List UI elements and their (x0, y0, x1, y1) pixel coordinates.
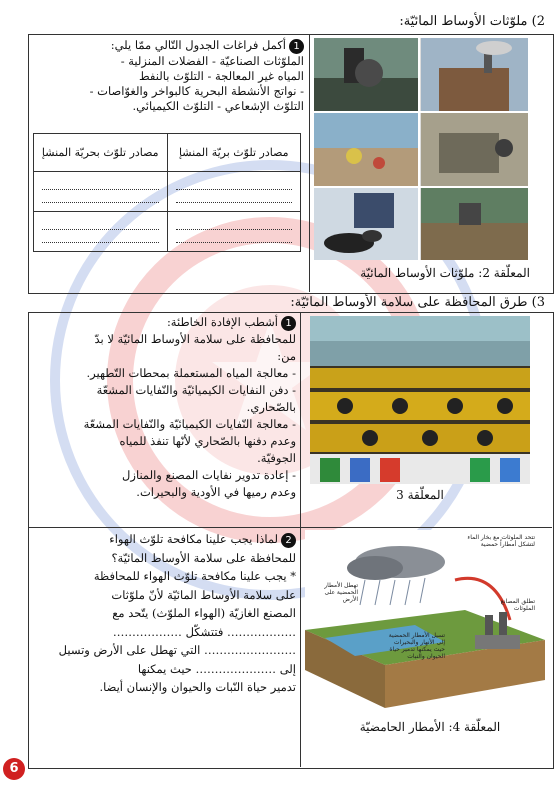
table-header-marine: مصادر تلوّث بحريّة المنشإ (34, 134, 168, 172)
exercise1-title: أشطب الإفادة الخاطئة: (166, 315, 278, 329)
diagram-label-clouds: تتحد الملوثات مع بخار الماء لتشكل أمطاراً حمضية (467, 534, 535, 548)
sources-table (33, 133, 301, 252)
acid-rain-diagram (305, 530, 545, 708)
fill-blank-line[interactable]: إلى ………………… حيث يمكنها (137, 661, 296, 676)
statement-line[interactable]: بالصّحاري. (246, 400, 296, 414)
statement-line[interactable]: وعدم رميها في الأودية والبحيرات. (136, 485, 296, 499)
answer-line: المصنع الغازيّة (الهواء الملوّث) يتّحد مع (112, 606, 296, 620)
statement-line[interactable]: الجوفيّة. (257, 451, 296, 465)
option-line: الملوّثات الصناعيّة - الفضلات المنزلية - (120, 53, 304, 68)
fill-blank-line[interactable]: ……………… فتتشكّل ……………… (112, 624, 296, 639)
diagram-label-factory: تطلق المصانع الملوثات (500, 598, 535, 612)
answer-cell[interactable] (34, 172, 168, 212)
radioactive-barrels-image (310, 316, 530, 484)
pollution-collage-image (314, 38, 528, 260)
diagram-label-runoff: تسيل الأمطار الحمضية إلى الأنهار والبحيرات حيث يمكنها تدمير حياة الحيوان والنبات (388, 632, 445, 660)
question-line: للمحافظة على سلامة الأوساط المائيّة؟ (111, 550, 296, 565)
figure4-caption: المعلّقة 4: الأمطار الحامضيّة (359, 720, 501, 734)
page-number-badge: 6 (3, 758, 25, 780)
statement-line[interactable]: - معالجة النّفايات الكيميائيّة والنّفايات المشعّة (83, 417, 296, 431)
figure2-caption: المعلّقة 2: ملوّثات الأوساط المائيّة (360, 266, 530, 280)
answer-line: * يجب علينا مكافحة تلوّث الهواء للمحافظة (93, 569, 296, 583)
statement-line[interactable]: - إعادة تدوير نفايات المصنع والمنازل (122, 468, 296, 482)
answer-cell[interactable] (167, 172, 301, 212)
exercise1-block (30, 314, 296, 501)
statement-line[interactable]: وعدم دفنها بالصّحاري لأنّها تنفذ للمياه (119, 434, 296, 448)
section2-heading: 2) ملوّثات الأوساط المائيّة: (399, 14, 545, 29)
answer-cell[interactable] (34, 212, 168, 252)
option-line: التلوّث الإشعاعي - التلوّث الكيميائي. (132, 98, 304, 113)
section3-vdivider (300, 312, 301, 767)
question-line: لماذا يجب علينا مكافحة تلوّث الهواء (109, 532, 278, 546)
fill-blank-line[interactable]: …………………… التي تهطل على الأرض وتسيل (58, 643, 296, 657)
exercise-number-badge: 1 (289, 39, 304, 54)
section3-heading: 3) طرق المحافظة على سلامة الأوساط المائيّة: (290, 295, 545, 310)
answer-line: تدمير حياة النّبات والحيوان والإنسان أيضا. (99, 680, 296, 694)
answer-line: على سلامة الأوساط المائيّة لأنّ ملوّثات (111, 587, 296, 602)
option-line: المياه غير المعالجة - التلوّث بالنفط (139, 68, 304, 83)
instruction-text: أكمل فراغات الجدول التّالي ممّا يلي: (110, 38, 286, 52)
section2-exercise (32, 38, 304, 114)
section2-divider (309, 34, 310, 292)
exercise2-number-badge: 2 (281, 533, 296, 548)
option-line: - نواتج الأنشطة البحرية كالبواخر والغوّاصات - (89, 83, 304, 98)
table-header-land: مصادر تلوّث بريّة المنشإ (167, 134, 301, 172)
section3-hdivider (28, 527, 552, 528)
diagram-label-rainfall: تهطل الأمطار الحمضية على الأرض (324, 582, 358, 603)
exercise1-number-badge: 1 (281, 316, 296, 331)
statement-line[interactable]: - معالجة المياه المستعملة بمحطات التّطهير. (86, 366, 296, 380)
statement-line: من: (277, 349, 296, 363)
figure3-caption: المعلّقة 3 (396, 488, 444, 502)
answer-cell[interactable] (167, 212, 301, 252)
exercise2-block (30, 530, 296, 697)
statement-line: للمحافظة على سلامة الأوساط المائيّة لا بدّ (94, 332, 296, 346)
statement-line[interactable]: - دفن النفايات الكيميائيّة والنّفايات المشعّة (96, 383, 296, 397)
